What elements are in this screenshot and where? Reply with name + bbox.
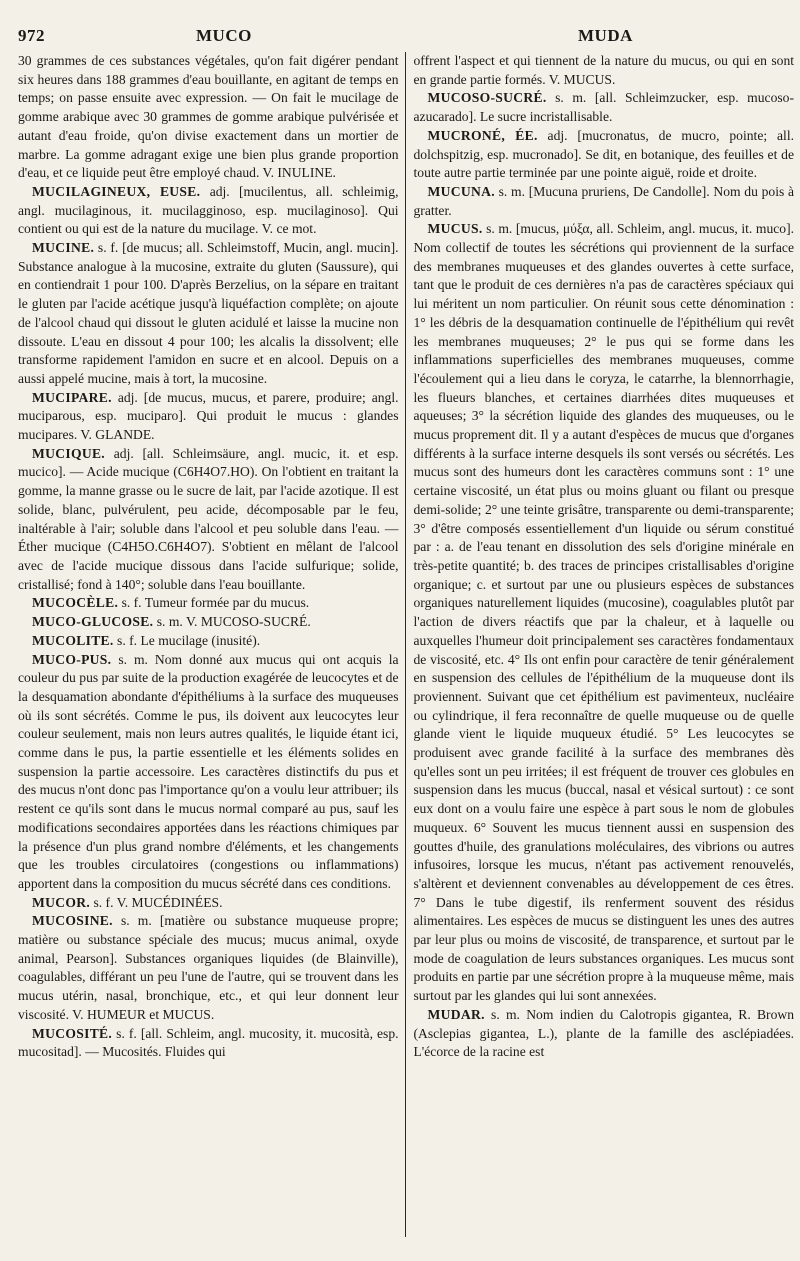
dictionary-entry <box>414 220 795 1006</box>
dictionary-entry <box>18 894 399 913</box>
text-columns <box>18 52 794 1237</box>
entry-text: s. m. V. MUCOSO-SUCRÉ. <box>156 614 311 630</box>
dictionary-entry <box>18 389 399 445</box>
dictionary-entry <box>414 1006 795 1062</box>
right-column <box>406 52 795 1237</box>
entry-text: adj. [de mucus, mucus, et parere, produire; angl. muciparous, esp. muciparo]. Qui produit le mucus : glandes mucipares. V. GLANDE. <box>18 389 399 443</box>
entry-text: s. m. [all. Schleimzucker, esp. mucoso-azucarado]. Le sucre incristallisable. <box>413 90 794 125</box>
entry-headword: MUDAR. <box>427 1006 485 1022</box>
entry-text: s. m. [matière ou substance muqueuse propre; matière ou substance spéciale des mucus; mucus animal, oxyde animal, Pearson]. Substances organiques liquides (de Blainville), coagulables, différant un peu l'une de l'autre, qui se trouvent dans les mucus utérin, nasal, bronchique, etc., et qui leur donnent leur viscosité. V. HUMEUR et MUCUS. <box>18 913 399 1022</box>
dictionary-entry <box>18 239 399 389</box>
dictionary-entry <box>18 613 399 632</box>
entry-text: s. m. Nom donné aux mucus qui ont acquis la couleur du pus par suite de la production exagérée de leucocytes et de la desquamation abondante d'épithéliums à la surface des muqueuses où ils sont sécrétés. Comme le pus, ils doivent aux leucocytes leur couleur seulement, mais non leurs autres qualités, le liquide étant ici, comme dans le pus, la partie essentielle et les éléments solides en suspension la partie accessoire. Les caractères distinctifs du pus et des mucus n'ont donc pas l'importance qu'on a voulu leur attribuer; ils restent ce qu'ils sont dans le mucus normal comparé au pus, sauf les modifications secondaires apportées dans les réactions chimiques par la présence d'un plus grand nombre d'éléments, et les changements que les troubles circulatoires (congestions ou inflammations) apportent dans la composition du mucus sécrété dans ces conditions. <box>18 651 399 891</box>
entry-text: adj. [all. Schleimsäure, angl. mucic, it. et esp. mucico]. — Acide mucique (C6H4O7.HO). On l'obtient en traitant la gomme, la manne grasse ou le sucre de lait, par l'acide azotique. Il est solide, blanc, pulvérulent, peu acide, décomposable par le feu, inaltérable à l'air; soluble dans l'alcool et peu soluble dans l'eau. — Éther mucique (C4H5O.C6H4O7). S'obtient en mêlant de l'alcool avec de l'acide mucique dissous dans l'acide sulfurique; solide, cristallisé; fond à 140°; soluble dans l'eau bouillante. <box>18 445 399 592</box>
entry-headword: MUCUS. <box>427 221 483 237</box>
entry-text: offrent l'aspect et qui tiennent de la nature du mucus, ou qui en sont en grande partie formés. V. MUCUS. <box>413 53 795 87</box>
page-number: 972 <box>18 26 45 45</box>
entry-headword: MUCOR. <box>32 894 91 910</box>
dictionary-entry <box>18 445 399 595</box>
entry-headword: MUCRONÉ, ÉE. <box>427 127 538 143</box>
dictionary-entry <box>414 127 795 183</box>
dictionary-entry <box>414 183 795 220</box>
dictionary-entry <box>18 183 399 239</box>
dictionary-entry <box>18 651 399 894</box>
entry-text: s. m. [mucus, μύξα, all. Schleim, angl. mucus, it. muco]. Nom collectif de toutes les sécrétions qui proviennent de la surface des membranes muqueuses et des glandes ouvertes à cette surface, tant que le produit de ces dernières n'a pas de caractères spéciaux qui lui méritent un nom particulier. On réunit sous cette dénomination : 1° les débris de la desquamation continuelle de l'épithélium qui revêt les membranes muqueuses; 2° le pus qui se forme dans les inflammations superficielles des membranes muqueuses, comme l'écoulement qui a lieu dans le coryza, le catarrhe, la blennorrhagie, les flueurs blanches, et certaines diarrhées dites muqueuses et aqueuses; 3° la sécrétion liquide des glandes des muqueuses, ou le mucus proprement dit. Il y a autant d'espèces de mucus que d'organes différents à la surface interne desquels ils sont versés ou sécrétés. Les mucus sont des humeurs dont les caractères communs sont : 1° une certaine viscosité, un état plus ou moins gluant ou filant ou presque demi-solide; 2° une teinte grisâtre, transparente ou demi-transparente; 3° d'être composés essentiellement d'un liquide ou sérum constitué par : a. de l'eau tenant en dissolution des sels d'origine minérale en très-petite quantité; b. des traces de principes cristallisables d'origine organique; c. et surtout par une ou plusieurs espèces de substances organiques naturellement liquides (mucosine), coagulables plutôt par l'action de divers réactifs que par la chaleur, et à laquelle ou auxquelles l'humeur doit principalement ses caractères fondamentaux de viscosité, etc. 4° Ils ont enfin pour caractère de tenir généralement en suspension des cellules de l'épithélium de la muqueuse dont ils proviennent. Suivant que cet épithélium est pavimenteux, nucléaire ou cylindrique, il fera reconnaître de quelle muqueuse ou de quelle glande vient le liquide muqueux étudié. 5° Les leucocytes se produisent avec grande facilité à la surface des membranes dès qu'elles sont un peu irritées; il est fréquent de trouver ces globules en suspension dans les mucus (buccal, nasal et vésical surtout) : ce sont eux dont on a voulu faire une espèce à part sous le nom de globules muqueux. 6° Souvent les mucus tiennent aussi en suspension des gouttes d'huile, des granulations moléculaires, des vibrions ou autres infusoires, lorsque les mucus, n'étant pas activement renouvelés, s'altèrent et deviennent convenables au développement de ces êtres. 7° Dans le tube digestif, ils renferment souvent des résidus alimentaires. Les espèces de mucus se distinguent les unes des autres par leur plus ou moins de viscosité, de transparence, et surtout par le mode de coagulation de leurs substances organiques. Les mucus sont produits en partie par une sécrétion propre à la muqueuse même, mais surtout par les glandes qui lui sont annexées. <box>413 221 795 1004</box>
entry-headword: MUCOCÈLE. <box>32 595 119 611</box>
entry-headword: MUCOLITE. <box>32 632 114 648</box>
entry-headword: MUCOSITÉ. <box>32 1025 113 1041</box>
left-column <box>18 52 405 1237</box>
entry-text: s. f. V. MUCÉDINÉES. <box>93 894 223 910</box>
dictionary-entry <box>18 594 399 613</box>
entry-headword: MUCILAGINEUX, EUSE. <box>32 183 201 199</box>
dictionary-entry <box>18 1025 399 1062</box>
entry-headword: MUCUNA. <box>427 183 495 199</box>
entry-headword: MUCO-GLUCOSE. <box>32 614 154 630</box>
entry-text: s. f. Tumeur formée par du mucus. <box>121 595 310 611</box>
entry-headword: MUCINE. <box>32 240 95 256</box>
dictionary-entry <box>18 52 399 183</box>
dictionary-entry <box>414 89 795 126</box>
entry-text: 30 grammes de ces substances végétales, qu'on fait digérer pendant six heures dans 188 grammes d'eau bouillante, en agitant de temps en temps; on passe ensuite avec expression. — On fait le mucilage de gomme arabique avec 30 grammes de gomme arabique pulvérisée et autant d'eau froide, qu'on divise exactement dans un mortier de marbre. La gomme adragant exige une bien plus grande proportion d'eau, et ce liquide peut être employé chaud. V. INULINE. <box>18 53 399 181</box>
dictionary-entry <box>18 912 399 1024</box>
left-running-head: MUCO <box>196 26 252 45</box>
dictionary-entry <box>414 52 795 89</box>
entry-headword: MUCO-PUS. <box>32 651 112 667</box>
dictionary-entry <box>18 632 399 651</box>
entry-headword: MUCOSINE. <box>32 913 113 929</box>
entry-text: s. f. Le mucilage (inusité). <box>117 632 261 648</box>
entry-text: s. f. [de mucus; all. Schleimstoff, Mucin, angl. mucin]. Substance analogue à la mucosine, extraite du gluten (Saussure), qui en contiendrait 1 pour 100. D'après Berzelius, on la sépare en traitant le gluten par l'acide acétique jusqu'à liquéfaction complète; on ajoute de l'alcool chaud qui dissout le gluten acidulé et laisse la mucine non dissoute. L'eau en dissout 4 pour 100; les alcalis la dissolvent; elle transforme rapidement l'amidon en sucre et en alcool. Depuis on a aussi appelé mucine, mais à tort, la mucosine. <box>18 240 399 386</box>
page-header <box>18 26 794 52</box>
entry-text: s. m. [Mucuna pruriens, De Candolle]. Nom du pois à gratter. <box>413 183 795 218</box>
entry-text: adj. [mucilentus, all. schleimig, angl. mucilaginous, it. mucilagginoso, esp. mucilaginoso]. Qui contient ou qui est de la nature du mucilage. V. ce mot. <box>18 183 399 237</box>
right-running-head: MUDA <box>578 26 633 45</box>
entry-headword: MUCIPARE. <box>32 389 112 405</box>
entry-headword: MUCIQUE. <box>32 445 106 461</box>
entry-headword: MUCOSO-SUCRÉ. <box>427 90 547 106</box>
entry-text: adj. [mucronatus, de mucro, pointe; all. dolchspitzig, esp. mucronado]. Se dit, en botanique, des feuilles et de toute autre partie terminée par une pointe aiguë, roide et droite. <box>413 127 795 181</box>
entry-text: s. f. [all. Schleim, angl. mucosity, it. mucosità, esp. mucositad]. — Mucosités. Fluides qui <box>18 1025 399 1060</box>
entry-text: s. m. Nom indien du Calotropis gigantea, R. Brown (Asclepias gigantea, L.), plante de la famille des asclépiadées. L'écorce de la racine est <box>413 1006 795 1060</box>
